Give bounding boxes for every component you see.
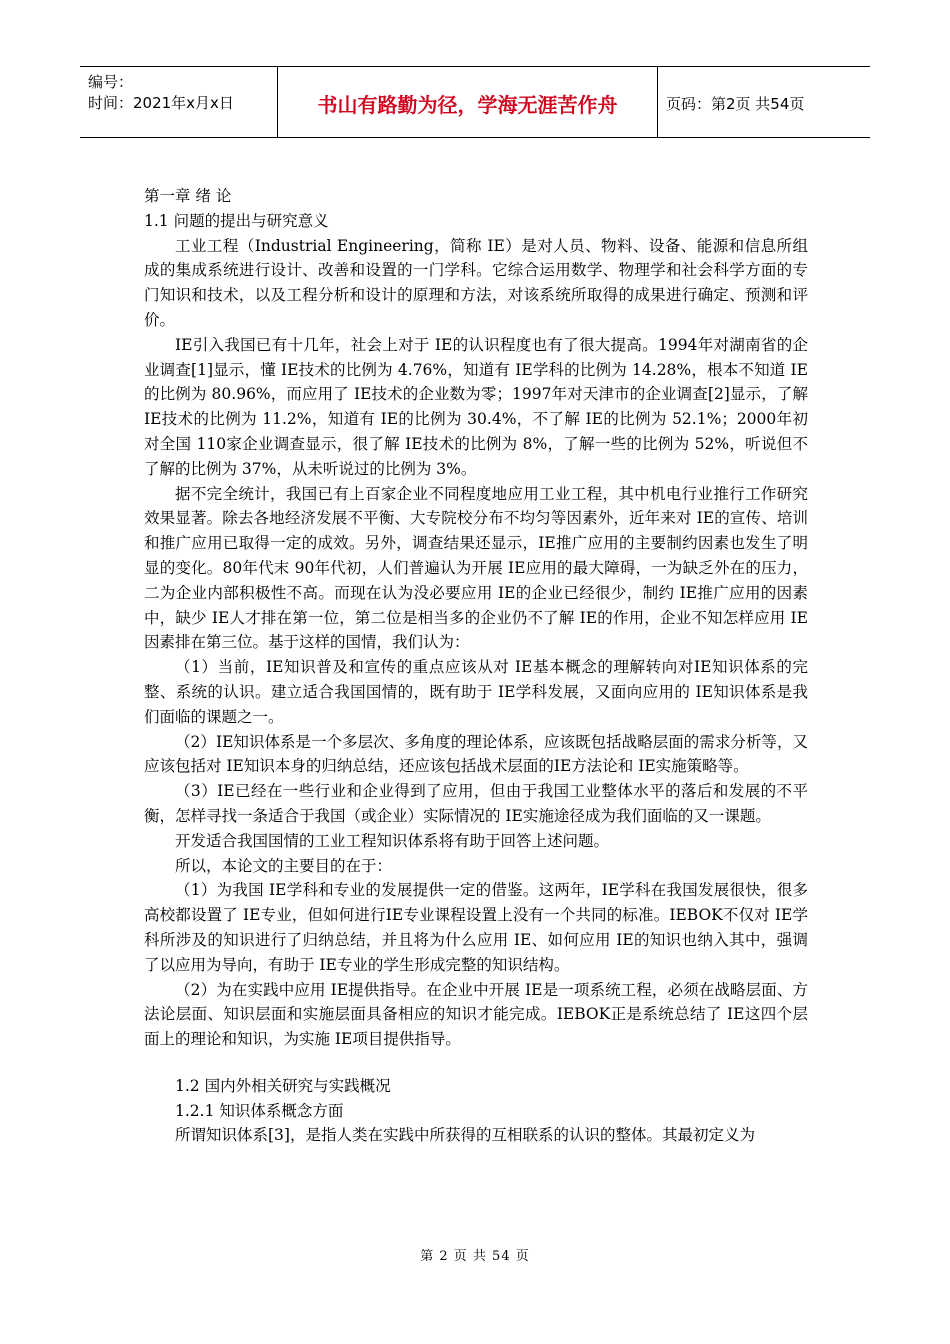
header-meta-cell <box>80 67 278 137</box>
list-item-view-3: （3）IE已经在一些行业和企业得到了应用，但由于我国工业整体水平的落后和发展的不平衡，怎样寻找一条适合于我国（或企业）实际情况的 IE实施途径成为我们面临的又一课题。 <box>144 782 808 825</box>
header-page-info: 页码：第2页 共54页 <box>666 95 805 113</box>
paragraph-purpose-lead: 所以，本论文的主要目的在于： <box>175 856 393 875</box>
page-footer: 第 2 页 共 54 页 <box>420 1249 530 1264</box>
section-heading-1-1: 1.1 问题的提出与研究意义 <box>144 211 329 230</box>
list-item-purpose-1: （1）为我国 IE学科和专业的发展提供一定的借鉴。这两年，IE学科在我国发展很快，很多高校都设置了 IE专业，但如何进行IE专业课程设置上没有一个共同的标准。IEBOK不仅对 IE学科所涉及的知识进行了归纳总结，并且将为什么应用 IE、如何应用 IE的知识也纳入其中，强调了以应用为导向，有助于 IE专业的学生形成完整的知识结构。 <box>144 881 808 974</box>
section-spacer <box>144 1052 808 1074</box>
paragraph-ie-status: 据不完全统计，我国已有上百家企业不同程度地应用工业工程，其中机电行业推行工作研究效果显著。除去各地经济发展不平衡、大专院校分布不均匀等因素外，近年来对 IE的宣传、培训和推广应用已取得一定的成效。另外，调查结果还显示，IE推广应用的主要制约因素也发生了明显的变化。80年代末 90年代初，人们普遍认为开展 IE应用的最大障碍，一为缺乏外在的压力，二为企业内部积极性不高。而现在认为没必要应用 IE的企业已经很少，制约 IE推广应用的因素中，缺少 IE人才排在第一位，第二位是相当多的企业仍不了解 IE的作用，企业不知怎样应用 IE因素排在第三位。基于这样的国情，我们认为： <box>144 484 808 652</box>
header-motto: 书山有路勤为径，学海无涯苦作舟 <box>317 93 618 117</box>
paragraph-knowledge-system: 所谓知识体系[3]，是指人类在实践中所获得的互相联系的认识的整体。其最初定义为 <box>175 1126 755 1145</box>
page-header <box>80 66 870 138</box>
paragraph-purpose-intro: 开发适合我国国情的工业工程知识体系将有助于回答上述问题。 <box>175 831 610 850</box>
paragraph-ie-definition: 工业工程（Industrial Engineering，简称 IE）是对人员、物料、设备、能源和信息所组成的集成系统进行设计、改善和设置的一门学科。它综合运用数学、物理学和社会科学方面的专门知识和技术，以及工程分析和设计的原理和方法，对该系统所取得的成果进行确定、预测和评价。 <box>144 236 808 329</box>
section-heading-1-2-1: 1.2.1 知识体系概念方面 <box>175 1101 344 1120</box>
paragraph-ie-survey: IE引入我国已有十几年，社会上对于 IE的认识程度也有了很大提高。1994年对湖南省的企业调查[1]显示，懂 IE技术的比例为 4.76%，知道有 IE学科的比例为 14.28%，根本不知道 IE的比例为 80.96%，而应用了 IE技术的企业数为零；1997年对天津市的企业调查[2]显示，了解 IE技术的比例为 11.2%，知道有 IE的比例为 30.4%，不了解 IE的比例为 52.1%；2000年初对全国 110家企业调查显示，很了解 IE技术的比例为 8%，了解一些的比例为 52%，听说但不了解的比例为 37%，从未听说过的比例为 3%。 <box>144 335 808 478</box>
list-item-view-1: （1）当前，IE知识普及和宣传的重点应该从对 IE基本概念的理解转向对IE知识体系的完整、系统的认识。建立适合我国国情的，既有助于 IE学科发展，又面向应用的 IE知识体系是我们面临的课题之一。 <box>144 658 808 726</box>
header-motto-cell <box>278 67 658 137</box>
document-number-label: 编号： <box>88 73 134 91</box>
document-body <box>144 184 808 1148</box>
section-heading-1-2: 1.2 国内外相关研究与实践概况 <box>175 1076 391 1095</box>
document-date-label: 时间：2021年x月x日 <box>88 94 234 112</box>
chapter-title: 第一章 绪 论 <box>144 187 232 205</box>
header-page-cell <box>658 67 870 137</box>
list-item-purpose-2: （2）为在实践中应用 IE提供指导。在企业中开展 IE是一项系统工程，必须在战略层面、方法论层面、知识层面和实施层面具备相应的知识才能完成。IEBOK正是系统总结了 IE这四个层面上的理论和知识，为实施 IE项目提供指导。 <box>144 980 808 1049</box>
list-item-view-2: （2）IE知识体系是一个多层次、多角度的理论体系，应该既包括战略层面的需求分析等，又应该包括对 IE知识本身的归纳总结，还应该包括战术层面的IE方法论和 IE实施策略等。 <box>144 732 808 776</box>
